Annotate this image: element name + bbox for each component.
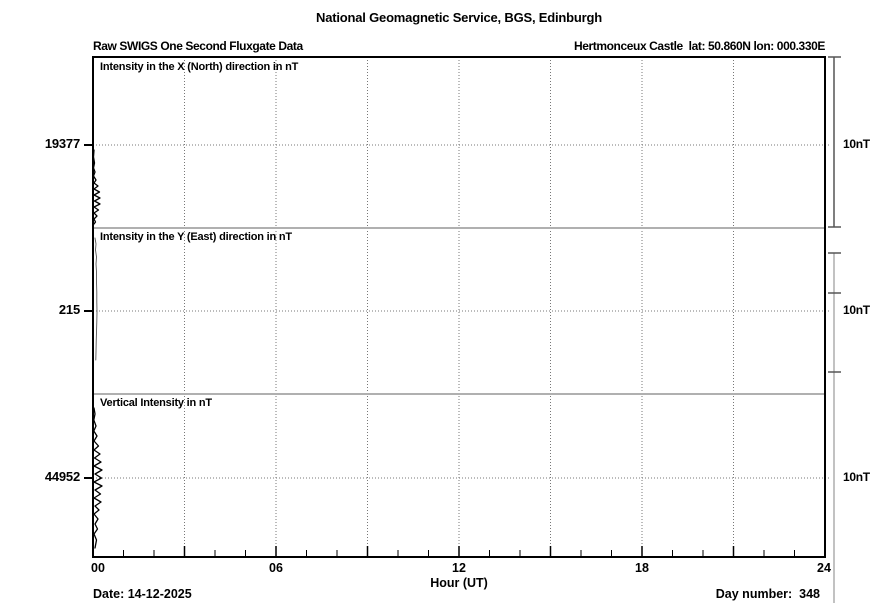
y-axis-value-vertical: 44952 (44, 469, 80, 484)
day-number-label: Day number: 348 (715, 587, 820, 601)
gridlines (93, 57, 831, 557)
y-east-trace (95, 238, 97, 360)
date-label: Date: 14-12-2025 (93, 587, 192, 601)
x-north-trace (94, 150, 101, 224)
scale-label-vertical: 10nT (843, 470, 870, 484)
x-tick-label-06: 06 (269, 561, 283, 575)
panel-label-vertical: Vertical Intensity in nT (100, 397, 212, 409)
axis-ticks (84, 145, 795, 556)
scale-bars (828, 57, 841, 603)
y-axis-value-x-north: 19377 (44, 136, 80, 151)
scale-label-y-east: 10nT (843, 303, 870, 317)
x-tick-label-00: 00 (91, 561, 105, 575)
scale-label-x-north: 10nT (843, 137, 870, 151)
x-tick-label-24: 24 (817, 561, 831, 575)
panel-label-x-north: Intensity in the X (North) direction in nT (100, 61, 299, 73)
y-axis-value-y-east: 215 (58, 302, 80, 317)
x-tick-label-12: 12 (452, 561, 466, 575)
panel-label-y-east: Intensity in the Y (East) direction in nT (100, 231, 292, 243)
vertical-trace (94, 408, 102, 548)
x-axis-title: Hour (UT) (430, 576, 488, 590)
data-traces (94, 150, 103, 548)
page-title: National Geomagnetic Service, BGS, Edinburgh (316, 10, 602, 25)
dataset-subtitle: Raw SWIGS One Second Fluxgate Data (93, 39, 303, 53)
station-subtitle: Hertmonceux Castle lat: 50.860N lon: 000.330E (573, 39, 825, 53)
x-tick-label-18: 18 (635, 561, 649, 575)
